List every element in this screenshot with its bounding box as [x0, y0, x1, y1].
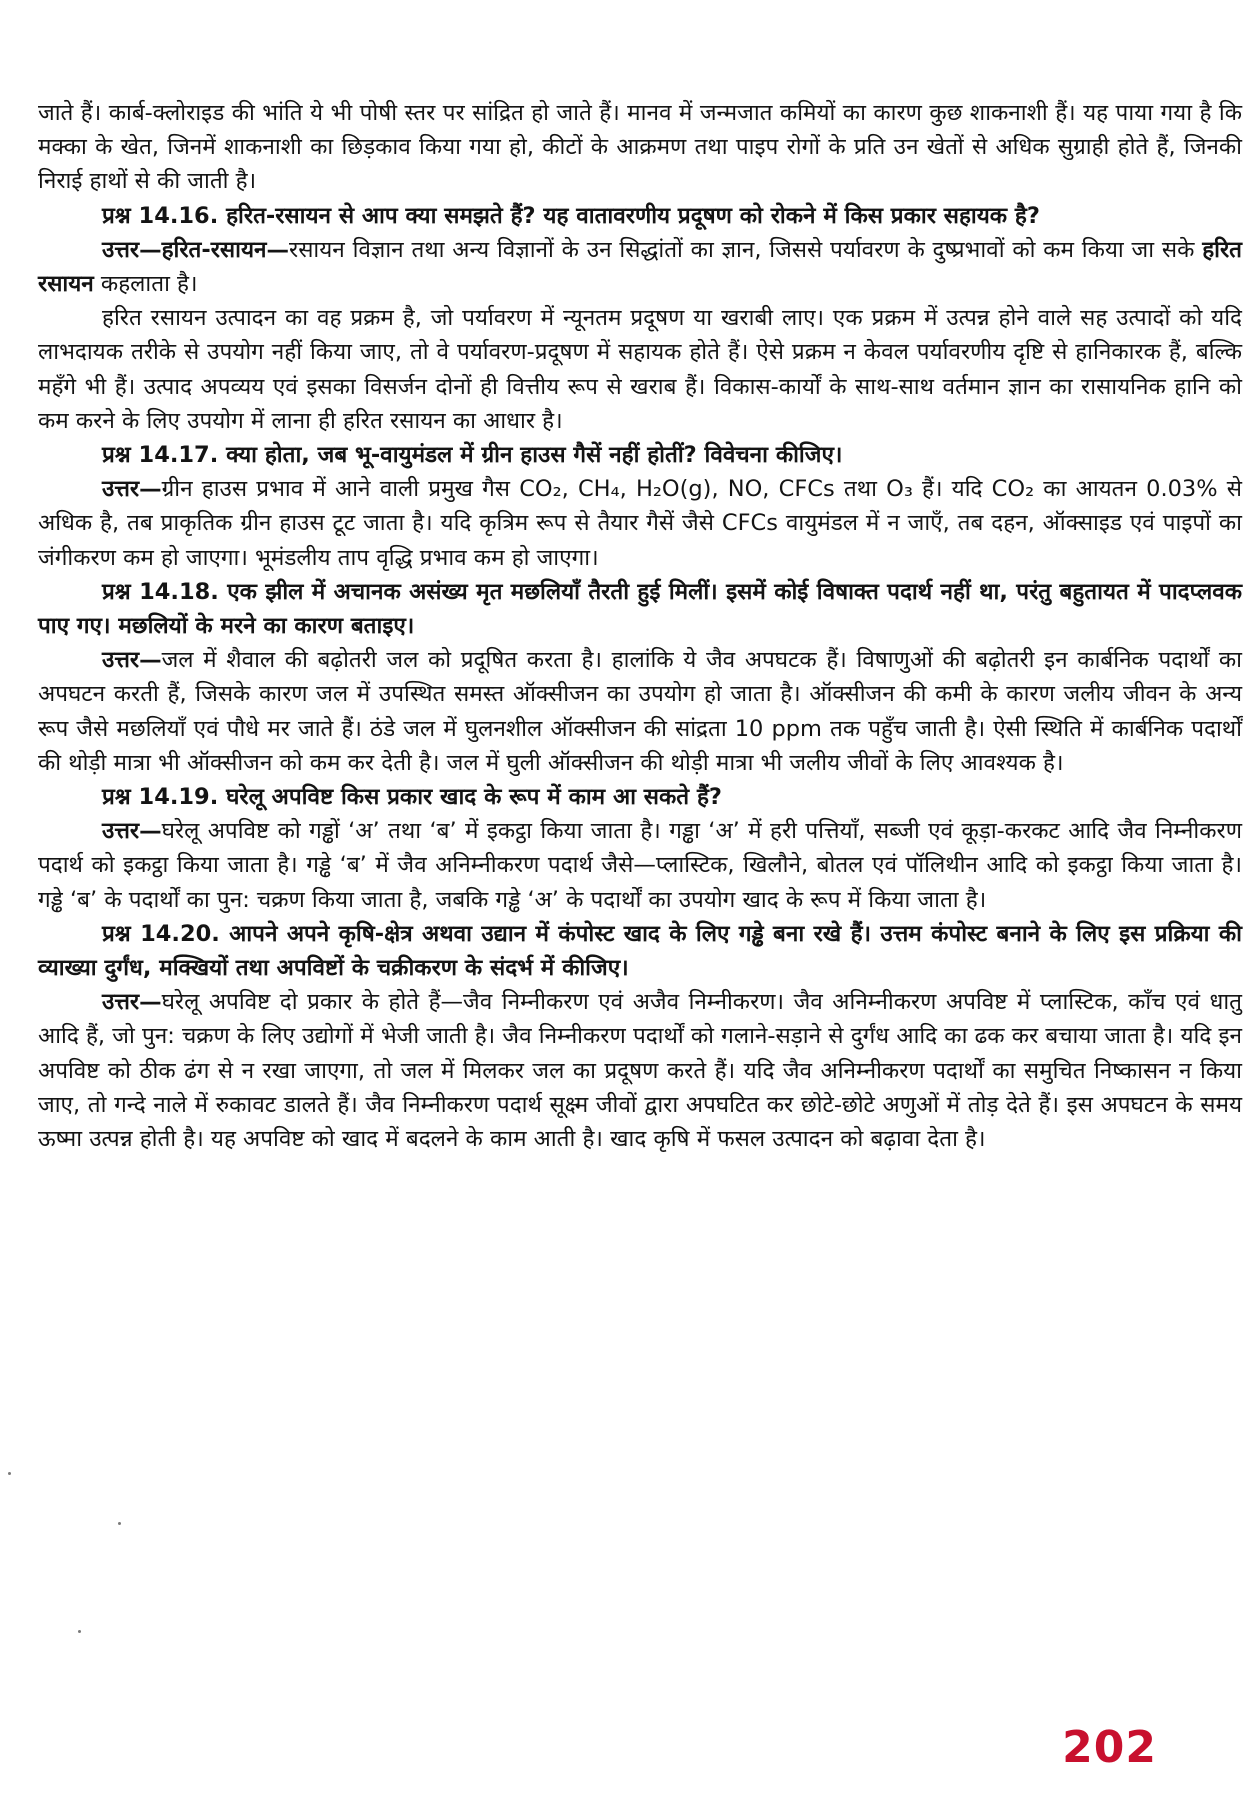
answer-label: उत्तर—	[102, 818, 162, 845]
answer-14-18	[38, 643, 1242, 780]
page-body	[38, 96, 1242, 1156]
answer-text: ग्रीन हाउस प्रभाव में आने वाली प्रमुख गैस CO₂, CH₄, H₂O(g), NO, CFCs तथा O₃ हैं। यदि CO₂ का आयतन 0.03% से अधिक है, तब प्राकृतिक ग्रीन हाउस टूट जाता है। यदि कृत्रिम रूप से तैयार गैसें जैसे CFCs वायुमंडल में न जाएँ, तब दहन, ऑक्साइड एवं पाइपों का जंगीकरण कम हो जाएगा। भूमंडलीय ताप वृद्धि प्रभाव कम हो जाएगा।	[38, 476, 1242, 571]
answer-bold-term: हरित रसायन	[38, 236, 1242, 298]
scan-speck	[118, 1522, 121, 1525]
answer-14-16-para2: हरित रसायन उत्पादन का वह प्रक्रम है, जो पर्यावरण में न्यूनतम प्रदूषण या खराबी लाए। एक प्रक्रम में उत्पन्न होने वाले सह उत्पादों को यदि लाभदायक तरीके से उपयोग नहीं किया जाए, तो वे पर्यावरण-प्रदूषण में सहायक होते हैं। ऐसे प्रक्रम न केवल पर्यावरणीय दृष्टि से हानिकारक हैं, बल्कि महँगे भी हैं। उत्पाद अपव्यय एवं इसका विसर्जन दोनों ही वित्तीय रूप से खराब हैं। विकास-कार्यों के साथ-साथ वर्तमान ज्ञान का रासायनिक हानि को कम करने के लिए उपयोग में लाना ही हरित रसायन का आधार है।	[38, 305, 1242, 434]
answer-14-17	[38, 472, 1242, 575]
answer-14-20	[38, 985, 1242, 1156]
answer-text: घरेलू अपविष्ट को गड्ढों ‘अ’ तथा ‘ब’ में इकट्ठा किया जाता है। गड्ढा ‘अ’ में हरी पत्तियाँ, सब्जी एवं कूड़ा-करकट आदि जैव निम्नीकरण पदार्थ को इकट्ठा किया जाता है। गड्ढे ‘ब’ में जैव अनिम्नीकरण पदार्थ जैसे—प्लास्टिक, खिलौने, बोतल एवं पॉलिथीन आदि को इकट्ठा किया जाता है। गड्ढे ‘ब’ के पदार्थों का पुन: चक्रण किया जाता है, जबकि गड्ढे ‘अ’ के पदार्थों का उपयोग खाद के रूप में किया जाता है।	[38, 818, 1242, 913]
answer-text: घरेलू अपविष्ट दो प्रकार के होते हैं—जैव निम्नीकरण एवं अजैव निम्नीकरण। जैव अनिम्नीकरण अपविष्ट में प्लास्टिक, काँच एवं धातु आदि हैं, जो पुन: चक्रण के लिए उद्योगों में भेजी जाती है। जैव निम्नीकरण पदार्थों को गलाने-सड़ाने से दुर्गंध आदि का ढक कर बचाया जाता है। यदि इन अपविष्ट को ठीक ढंग से न रखा जाएगा, तो जल में मिलकर जल का प्रदूषण करते हैं। यदि जैव अनिम्नीकरण पदार्थों का समुचित निष्कासन न किया जाए, तो गन्दे नाले में रुकावट डालते हैं। जैव निम्नीकरण पदार्थ सूक्ष्म जीवों द्वारा अपघटित कर छोटे-छोटे अणुओं में तोड़ देते हैं। इस अपघटन के समय ऊष्मा उत्पन्न होती है। यह अपविष्ट को खाद में बदलने के काम आती है। खाद कृषि में फसल उत्पादन को बढ़ावा देता है।	[38, 989, 1242, 1153]
answer-14-16	[38, 233, 1242, 301]
answer-label: उत्तर—हरित-रसायन—	[102, 236, 289, 263]
scan-speck	[8, 1472, 11, 1475]
answer-14-19	[38, 814, 1242, 917]
answer-text-end: कहलाता है।	[93, 271, 198, 298]
answer-label: उत्तर—	[102, 989, 162, 1016]
answer-label: उत्तर—	[102, 647, 162, 674]
question-14-16: प्रश्न 14.16. हरित-रसायन से आप क्या समझते हैं? यह वातावरणीय प्रदूषण को रोकने में किस प्रकार सहायक है?	[102, 202, 1040, 229]
answer-label: उत्तर—	[102, 476, 162, 503]
answer-text: जल में शैवाल की बढ़ोतरी जल को प्रदूषित करता है। हालांकि ये जैव अपघटक हैं। विषाणुओं की बढ़ोतरी इन कार्बनिक पदार्थों का अपघटन करती हैं, जिसके कारण जल में उपस्थित समस्त ऑक्सीजन का उपयोग हो जाता है। ऑक्सीजन की कमी के कारण जलीय जीवन के अन्य रूप जैसे मछलियाँ एवं पौधे मर जाते हैं। ठंडे जल में घुलनशील ऑक्सीजन की सांद्रता 10 ppm तक पहुँच जाती है। ऐसी स्थिति में कार्बनिक पदार्थों की थोड़ी मात्रा भी ऑक्सीजन को कम कर देती है। जल में घुली ऑक्सीजन की थोड़ी मात्रा भी जलीय जीवों के लिए आवश्यक है।	[38, 647, 1242, 776]
question-14-18: प्रश्न 14.18. एक झील में अचानक असंख्य मृत मछलियाँ तैरती हुई मिलीं। इसमें कोई विषाक्त पदार्थ नहीं था, परंतु बहुतायत में पादप्लवक पाए गए। मछलियों के मरने का कारण बताइए।	[38, 578, 1242, 640]
question-14-17: प्रश्न 14.17. क्या होता, जब भू-वायुमंडल में ग्रीन हाउस गैसें नहीं होतीं? विवेचना कीजिए।	[102, 442, 843, 469]
question-14-19: प्रश्न 14.19. घरेलू अपविष्ट किस प्रकार खाद के रूप में काम आ सकते हैं?	[102, 784, 722, 811]
intro-paragraph: जाते हैं। कार्ब-क्लोराइड की भांति ये भी पोषी स्तर पर सांद्रित हो जाते हैं। मानव में जन्मजात कमियों का कारण कुछ शाकनाशी हैं। यह पाया गया है कि मक्का के खेत, जिनमें शाकनाशी का छिड़काव किया गया हो, कीटों के आक्रमण तथा पाइप रोगों के प्रति उन खेतों से अधिक सुग्राही होते हैं, जिनकी निराई हाथों से की जाती है।	[38, 100, 1242, 195]
scan-speck	[78, 1630, 81, 1633]
page-number: 202	[1062, 1722, 1157, 1773]
answer-text: रसायन विज्ञान तथा अन्य विज्ञानों के उन सिद्धांतों का ज्ञान, जिससे पर्यावरण के दुष्प्रभावों को कम किया जा सके	[289, 236, 1203, 263]
question-14-20: प्रश्न 14.20. आपने अपने कृषि-क्षेत्र अथवा उद्यान में कंपोस्ट खाद के लिए गड्ढे बना रखे हैं। उत्तम कंपोस्ट बनाने के लिए इस प्रक्रिया की व्याख्या दुर्गंध, मक्खियों तथा अपविष्टों के चक्रीकरण के संदर्भ में कीजिए।	[38, 920, 1242, 982]
